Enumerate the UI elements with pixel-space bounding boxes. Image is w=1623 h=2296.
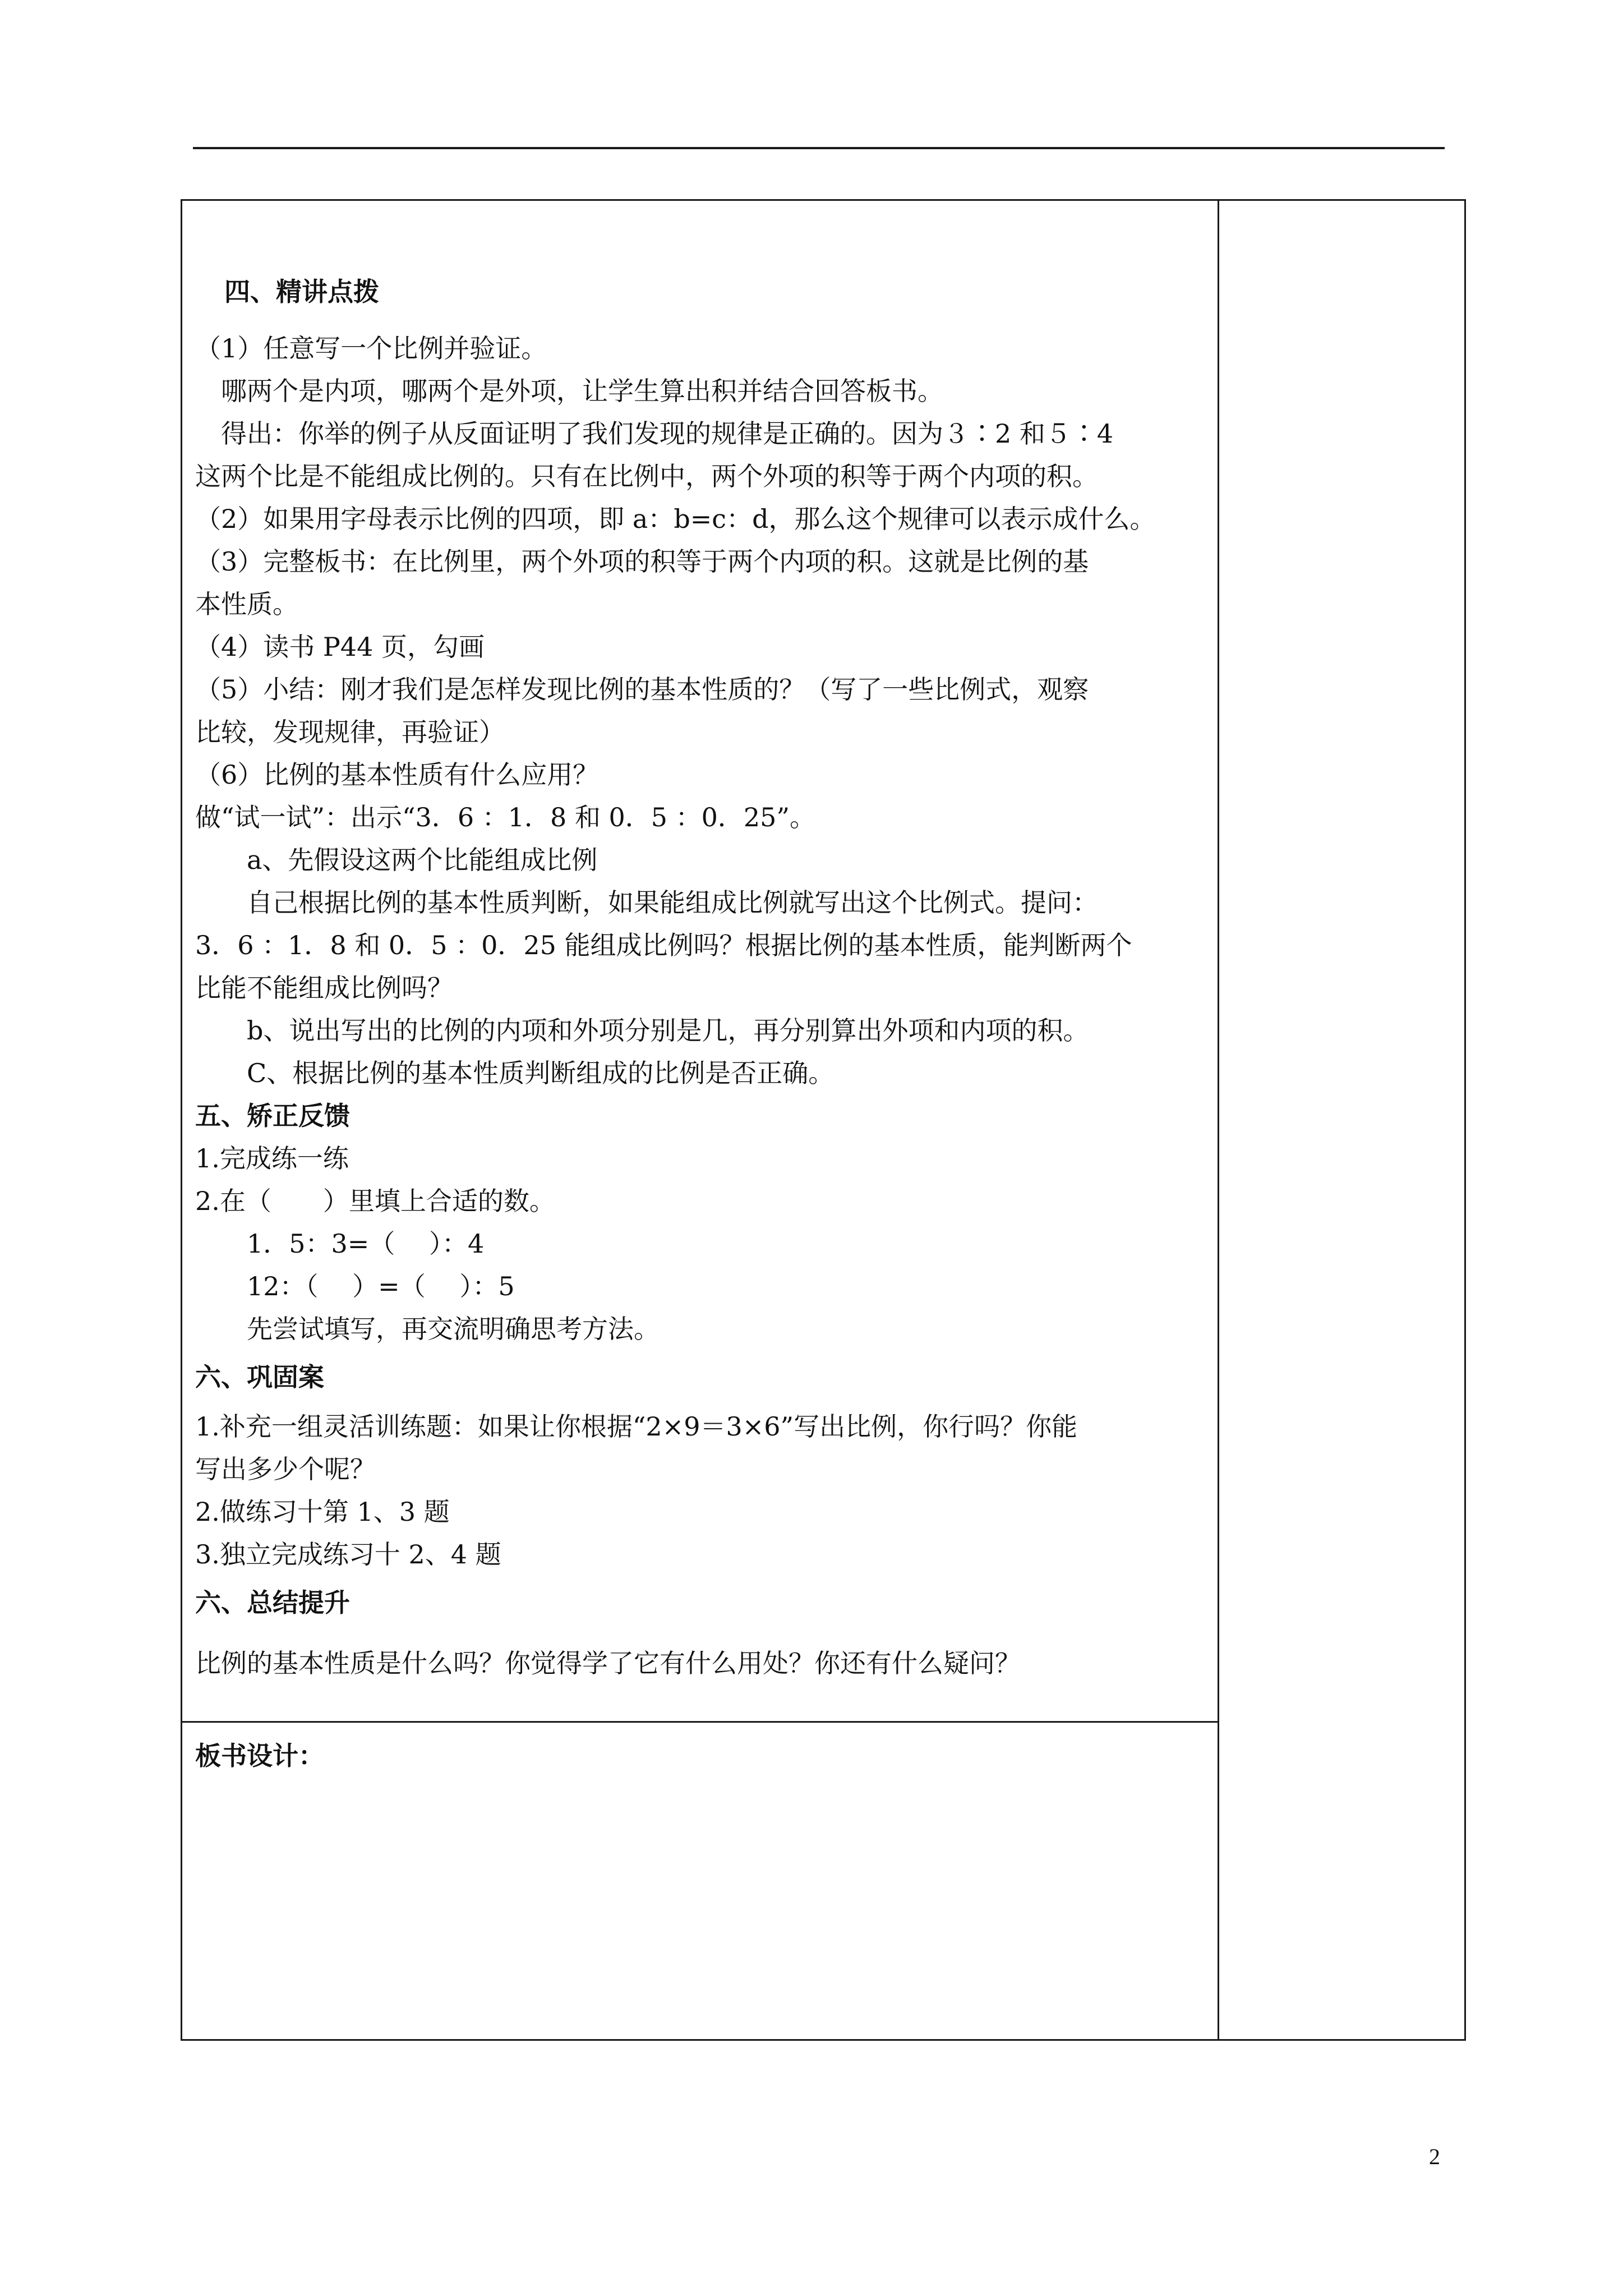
text-line: 比例的基本性质是什么吗？你觉得学了它有什么用处？你还有什么疑问？ [195, 1648, 1021, 1678]
text-line: 这两个比是不能组成比例的。只有在比例中，两个外项的积等于两个内项的积。 [195, 461, 1098, 491]
text-line: （1）任意写一个比例并验证。 [195, 333, 547, 364]
text-line: 先尝试填写，再交流明确思考方法。 [195, 1314, 660, 1344]
text-line: 3．6 ：1．8 和 0．5 ：0．25 能组成比例吗？根据比例的基本性质，能判断两个 [195, 930, 1132, 960]
text-line: （3）完整板书：在比例里，两个外项的积等于两个内项的积。这就是比例的基 [195, 546, 1089, 577]
text-line: 做“试一试”：出示“3．6 ：1．8 和 0．5 ：0．25”。 [195, 802, 815, 832]
text-line: 自己根据比例的基本性质判断，如果能组成比例就写出这个比例式。提问： [195, 887, 1098, 918]
text-line: 比能不能组成比例吗？ [195, 973, 453, 1003]
text-line: 哪两个是内项，哪两个是外项，让学生算出积并结合回答板书。 [195, 376, 943, 406]
section-heading-feedback: 五、矫正反馈 [195, 1101, 350, 1131]
section-heading-consolidate: 六、巩固案 [195, 1362, 324, 1392]
text-line: C、根据比例的基本性质判断组成的比例是否正确。 [195, 1058, 834, 1088]
section-heading-explain: 四、精讲点拨 [224, 277, 379, 307]
text-line: 得出：你举的例子从反面证明了我们发现的规律是正确的。因为３∶2 和５∶4 [195, 418, 1114, 449]
text-line: （2）如果用字母表示比例的四项，即 a：b=c：d，那么这个规律可以表示成什么。 [195, 504, 1156, 534]
text-line: a、先假设这两个比能组成比例 [195, 845, 598, 875]
header-rule [193, 147, 1445, 149]
text-line: 2.在（ ）里填上合适的数。 [195, 1186, 555, 1216]
page-number: 2 [1429, 2144, 1440, 2169]
text-line: b、说出写出的比例的内项和外项分别是几，再分别算出外项和内项的积。 [195, 1015, 1089, 1046]
table-column-divider [1218, 199, 1219, 2041]
text-line: （6）比例的基本性质有什么应用？ [195, 760, 599, 790]
text-line: 12：（ ）=（ ）：5 [195, 1271, 515, 1301]
text-line: 3.独立完成练习十 2、4 题 [195, 1539, 501, 1570]
board-design-label: 板书设计： [195, 1741, 324, 1771]
text-line: 2.做练习十第 1、3 题 [195, 1497, 450, 1527]
table-row-divider [181, 1721, 1219, 1723]
text-line: 本性质。 [195, 589, 298, 619]
text-line: （5）小结：刚才我们是怎样发现比例的基本性质的？（写了一些比例式，观察 [195, 674, 1089, 705]
text-line: 1.补充一组灵活训练题：如果让你根据“2×9＝3×6”写出比例，你行吗？你能 [195, 1411, 1078, 1442]
text-line: 写出多少个呢？ [195, 1454, 376, 1484]
lesson-content [195, 199, 1213, 1719]
text-line: 比较，发现规律，再验证） [195, 717, 505, 747]
text-line: 1.完成练一练 [195, 1143, 349, 1174]
text-line: （4）读书 P44 页，勾画 [195, 632, 485, 662]
section-heading-summary: 六、总结提升 [195, 1588, 350, 1618]
text-line: 1．5：3=（ ）：4 [195, 1228, 485, 1259]
